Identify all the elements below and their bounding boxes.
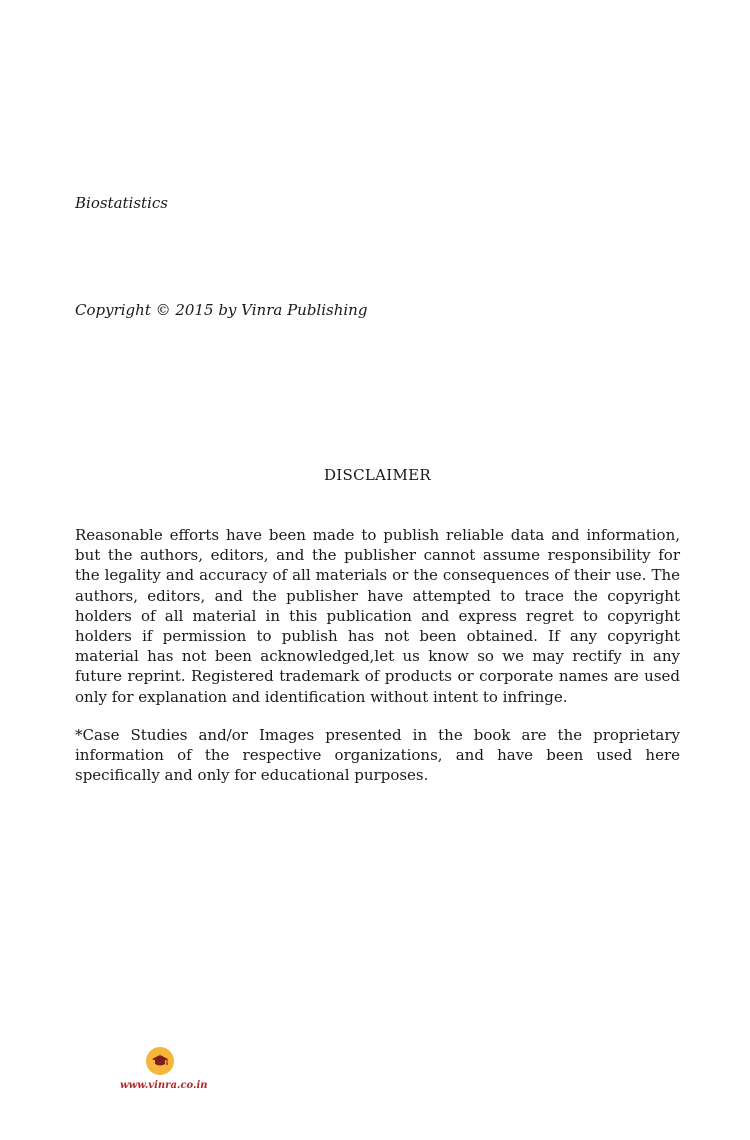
publisher-website-link[interactable]: www.vinra.co.in: [120, 1080, 208, 1091]
disclaimer-heading: DISCLAIMER: [323, 466, 432, 484]
disclaimer-body: Reasonable efforts have been made to publish reliable data and information, but the authors, editors, and the publisher cannot assume responsibility for the legality and accuracy of all materials or the consequences of their use. The authors, editors, and the publisher have attempted to trace the copyright holders of all material in this publication and express regret to copyright holders if permission to publish has not been obtained. If any copyright material has not been acknowledged,let us know so we may rectify in any future reprint. Registered trademark of products or corporate names are used only for explanation and identification without intent to infringe.: [75, 526, 680, 706]
publisher-logo: [120, 1047, 208, 1091]
case-studies-note: *Case Studies and/or Images presented in the book are the proprietary information of the respective organizations, and have been used here specifically and only for educational purposes.: [75, 726, 680, 785]
copyright-notice: Copyright © 2015 by Vinra Publishing: [75, 301, 368, 319]
book-title: Biostatistics: [75, 194, 168, 212]
graduation-cap-icon: [146, 1047, 174, 1075]
